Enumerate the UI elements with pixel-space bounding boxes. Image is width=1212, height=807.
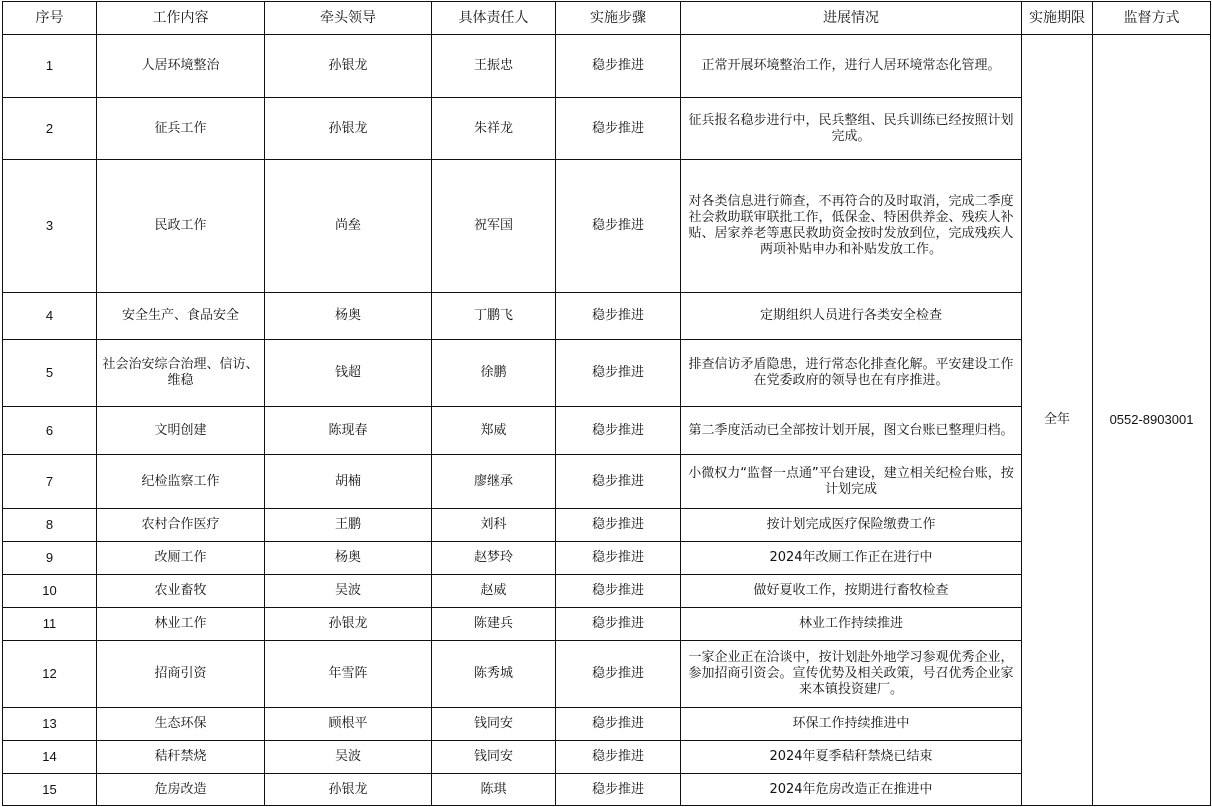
row-step: 稳步推进 xyxy=(556,160,681,293)
row-seq: 6 xyxy=(3,407,97,455)
row-step: 稳步推进 xyxy=(556,455,681,509)
row-owner: 赵威 xyxy=(432,575,556,608)
row-content: 社会治安综合治理、信访、维稳 xyxy=(97,340,265,407)
row-leader: 孙银龙 xyxy=(265,35,432,98)
row-owner: 朱祥龙 xyxy=(432,98,556,160)
row-leader: 胡楠 xyxy=(265,455,432,509)
row-step: 稳步推进 xyxy=(556,641,681,708)
row-content: 秸秆禁烧 xyxy=(97,741,265,774)
row-progress: 2024年夏季秸秆禁烧已结束 xyxy=(681,741,1022,774)
header-supervision: 监督方式 xyxy=(1093,2,1211,35)
row-progress: 做好夏收工作，按期进行畜牧检查 xyxy=(681,575,1022,608)
row-progress: 2024年改厕工作正在进行中 xyxy=(681,542,1022,575)
row-content: 改厕工作 xyxy=(97,542,265,575)
row-content: 招商引资 xyxy=(97,641,265,708)
row-owner: 王振忠 xyxy=(432,35,556,98)
header-leader: 牵头领导 xyxy=(265,2,432,35)
period-cell: 全年 xyxy=(1022,35,1093,806)
row-seq: 3 xyxy=(3,160,97,293)
row-leader: 杨奥 xyxy=(265,542,432,575)
work-progress-table xyxy=(2,1,1211,806)
row-leader: 吴波 xyxy=(265,575,432,608)
row-step: 稳步推进 xyxy=(556,774,681,806)
row-seq: 9 xyxy=(3,542,97,575)
row-step: 稳步推进 xyxy=(556,575,681,608)
row-owner: 钱同安 xyxy=(432,741,556,774)
row-step: 稳步推进 xyxy=(556,35,681,98)
row-leader: 年雪阵 xyxy=(265,641,432,708)
row-step: 稳步推进 xyxy=(556,608,681,641)
row-leader: 顾根平 xyxy=(265,708,432,741)
row-content: 征兵工作 xyxy=(97,98,265,160)
row-leader: 钱超 xyxy=(265,340,432,407)
row-owner: 廖继承 xyxy=(432,455,556,509)
row-progress: 定期组织人员进行各类安全检查 xyxy=(681,293,1022,340)
row-progress: 环保工作持续推进中 xyxy=(681,708,1022,741)
row-owner: 刘科 xyxy=(432,509,556,542)
row-seq: 8 xyxy=(3,509,97,542)
row-content: 危房改造 xyxy=(97,774,265,806)
row-owner: 郑威 xyxy=(432,407,556,455)
row-content: 安全生产、食品安全 xyxy=(97,293,265,340)
row-owner: 祝军国 xyxy=(432,160,556,293)
row-owner: 徐鹏 xyxy=(432,340,556,407)
header-period: 实施期限 xyxy=(1022,2,1093,35)
row-owner: 陈琪 xyxy=(432,774,556,806)
row-progress: 正常开展环境整治工作，进行人居环境常态化管理。 xyxy=(681,35,1022,98)
row-progress: 第二季度活动已全部按计划开展，图文台账已整理归档。 xyxy=(681,407,1022,455)
row-step: 稳步推进 xyxy=(556,708,681,741)
header-step: 实施步骤 xyxy=(556,2,681,35)
header-content: 工作内容 xyxy=(97,2,265,35)
row-step: 稳步推进 xyxy=(556,340,681,407)
row-content: 纪检监察工作 xyxy=(97,455,265,509)
row-content: 生态环保 xyxy=(97,708,265,741)
row-step: 稳步推进 xyxy=(556,98,681,160)
row-owner: 陈秀城 xyxy=(432,641,556,708)
table-row xyxy=(3,35,1211,98)
row-content: 民政工作 xyxy=(97,160,265,293)
row-progress: 林业工作持续推进 xyxy=(681,608,1022,641)
row-seq: 13 xyxy=(3,708,97,741)
row-seq: 10 xyxy=(3,575,97,608)
row-progress: 一家企业正在洽谈中，按计划赴外地学习参观优秀企业，参加招商引资会。宣传优势及相关政策，号召优秀企业家来本镇投资建厂。 xyxy=(681,641,1022,708)
row-seq: 5 xyxy=(3,340,97,407)
row-step: 稳步推进 xyxy=(556,293,681,340)
header-seq: 序号 xyxy=(3,2,97,35)
row-owner: 钱同安 xyxy=(432,708,556,741)
row-step: 稳步推进 xyxy=(556,542,681,575)
row-leader: 孙银龙 xyxy=(265,608,432,641)
row-content: 林业工作 xyxy=(97,608,265,641)
row-leader: 孙银龙 xyxy=(265,774,432,806)
row-progress: 2024年危房改造正在推进中 xyxy=(681,774,1022,806)
row-step: 稳步推进 xyxy=(556,407,681,455)
row-seq: 7 xyxy=(3,455,97,509)
row-step: 稳步推进 xyxy=(556,741,681,774)
row-progress: 对各类信息进行筛查，不再符合的及时取消，完成二季度社会救助联审联批工作，低保金、特困供养金、残疾人补贴、居家养老等惠民救助资金按时发放到位，完成残疾人两项补贴申办和补贴发放工作。 xyxy=(681,160,1022,293)
header-progress: 进展情况 xyxy=(681,2,1022,35)
row-seq: 11 xyxy=(3,608,97,641)
supervision-cell: 0552-8903001 xyxy=(1093,35,1211,806)
row-seq: 15 xyxy=(3,774,97,806)
row-leader: 孙银龙 xyxy=(265,98,432,160)
row-seq: 2 xyxy=(3,98,97,160)
row-seq: 4 xyxy=(3,293,97,340)
row-leader: 杨奥 xyxy=(265,293,432,340)
row-progress: 征兵报名稳步进行中，民兵整组、民兵训练已经按照计划完成。 xyxy=(681,98,1022,160)
row-seq: 1 xyxy=(3,35,97,98)
row-leader: 尚垒 xyxy=(265,160,432,293)
row-leader: 吴波 xyxy=(265,741,432,774)
row-progress: 按计划完成医疗保险缴费工作 xyxy=(681,509,1022,542)
row-progress: 排查信访矛盾隐患，进行常态化排查化解。平安建设工作在党委政府的领导也在有序推进。 xyxy=(681,340,1022,407)
row-leader: 陈现春 xyxy=(265,407,432,455)
header-owner: 具体责任人 xyxy=(432,2,556,35)
row-seq: 12 xyxy=(3,641,97,708)
row-content: 文明创建 xyxy=(97,407,265,455)
row-leader: 王鹏 xyxy=(265,509,432,542)
row-owner: 丁鹏飞 xyxy=(432,293,556,340)
row-content: 农业畜牧 xyxy=(97,575,265,608)
header-row xyxy=(3,2,1211,35)
row-step: 稳步推进 xyxy=(556,509,681,542)
row-owner: 陈建兵 xyxy=(432,608,556,641)
row-seq: 14 xyxy=(3,741,97,774)
row-content: 人居环境整治 xyxy=(97,35,265,98)
row-owner: 赵梦玲 xyxy=(432,542,556,575)
row-progress: 小微权力“监督一点通”平台建设，建立相关纪检台账，按计划完成 xyxy=(681,455,1022,509)
row-content: 农村合作医疗 xyxy=(97,509,265,542)
